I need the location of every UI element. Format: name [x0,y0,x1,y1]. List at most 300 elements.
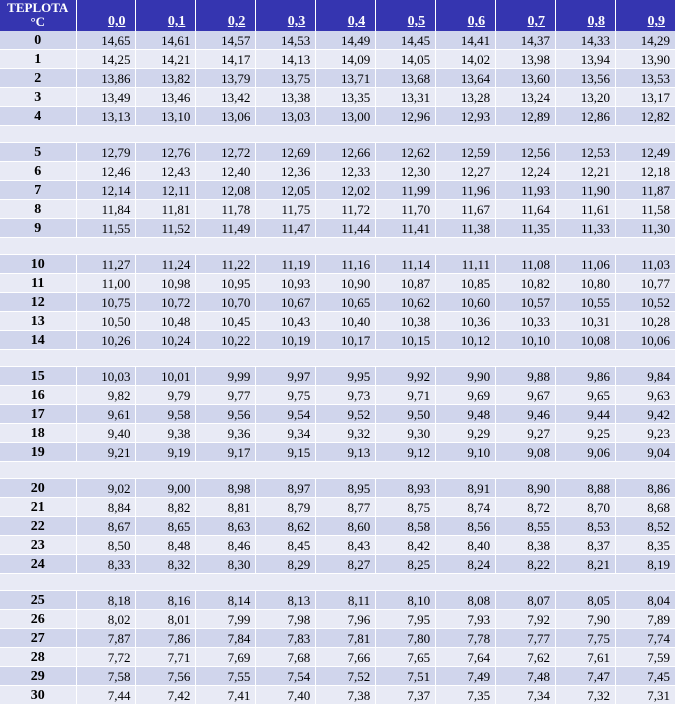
spacer-cell [0,462,676,479]
value-cell: 7,61 [556,648,616,667]
value-cell: 11,08 [496,255,556,274]
table-row [0,293,676,312]
value-cell: 8,81 [196,498,256,517]
temperature-cell: 14 [0,331,76,350]
table-row [0,517,676,536]
value-cell: 8,04 [615,591,675,610]
table-row [0,479,676,498]
value-cell: 12,08 [196,181,256,200]
value-cell: 12,96 [376,107,436,126]
temperature-cell: 26 [0,610,76,629]
value-cell: 8,84 [76,498,136,517]
value-cell: 9,29 [436,424,496,443]
temperature-cell: 30 [0,686,76,705]
value-cell: 9,06 [556,443,616,462]
value-cell: 11,14 [376,255,436,274]
value-cell: 8,18 [76,591,136,610]
temperature-cell: 17 [0,405,76,424]
temperature-cell: 27 [0,629,76,648]
column-header-label: 0,8 [587,14,605,29]
value-cell: 7,58 [76,667,136,686]
value-cell: 11,47 [256,219,316,238]
value-cell: 13,24 [496,88,556,107]
value-cell: 8,25 [376,555,436,574]
value-cell: 7,68 [256,648,316,667]
table-row [0,405,676,424]
value-cell: 7,87 [76,629,136,648]
value-cell: 11,22 [196,255,256,274]
value-cell: 13,06 [196,107,256,126]
value-cell: 11,78 [196,200,256,219]
table-row [0,591,676,610]
value-cell: 10,43 [256,312,316,331]
value-cell: 10,60 [436,293,496,312]
value-cell: 14,02 [436,50,496,69]
value-cell: 7,77 [496,629,556,648]
value-cell: 9,77 [196,386,256,405]
value-cell: 7,96 [316,610,376,629]
value-cell: 14,13 [256,50,316,69]
value-cell: 9,36 [196,424,256,443]
value-cell: 11,61 [556,200,616,219]
value-cell: 10,75 [76,293,136,312]
value-cell: 13,46 [136,88,196,107]
value-cell: 9,56 [196,405,256,424]
value-cell: 12,59 [436,143,496,162]
value-cell: 9,86 [556,367,616,386]
value-cell: 9,82 [76,386,136,405]
value-cell: 7,40 [256,686,316,705]
value-cell: 7,59 [615,648,675,667]
value-cell: 12,53 [556,143,616,162]
value-cell: 8,19 [615,555,675,574]
value-cell: 13,68 [376,69,436,88]
value-cell: 11,67 [436,200,496,219]
temperature-cell: 21 [0,498,76,517]
value-cell: 14,61 [136,31,196,50]
value-cell: 7,55 [196,667,256,686]
value-cell: 7,84 [196,629,256,648]
value-cell: 7,37 [376,686,436,705]
value-cell: 13,60 [496,69,556,88]
value-cell: 8,14 [196,591,256,610]
temperature-cell: 6 [0,162,76,181]
value-cell: 8,79 [256,498,316,517]
value-cell: 9,97 [256,367,316,386]
value-cell: 8,50 [76,536,136,555]
temperature-cell: 15 [0,367,76,386]
value-cell: 7,74 [615,629,675,648]
value-cell: 10,87 [376,274,436,293]
value-cell: 13,42 [196,88,256,107]
value-cell: 9,08 [496,443,556,462]
table-row [0,50,676,69]
value-cell: 12,11 [136,181,196,200]
value-cell: 8,56 [436,517,496,536]
value-cell: 7,81 [316,629,376,648]
value-cell: 14,53 [256,31,316,50]
value-cell: 7,52 [316,667,376,686]
value-cell: 12,40 [196,162,256,181]
value-cell: 10,33 [496,312,556,331]
value-cell: 10,15 [376,331,436,350]
value-cell: 12,69 [256,143,316,162]
value-cell: 9,02 [76,479,136,498]
table-row [0,648,676,667]
temperature-cell: 2 [0,69,76,88]
value-cell: 9,61 [76,405,136,424]
value-cell: 8,43 [316,536,376,555]
value-cell: 13,56 [556,69,616,88]
value-cell: 7,98 [256,610,316,629]
value-cell: 13,98 [496,50,556,69]
value-cell: 9,48 [436,405,496,424]
table-row [0,498,676,517]
spacer-row [0,350,676,367]
value-cell: 8,21 [556,555,616,574]
value-cell: 10,26 [76,331,136,350]
value-cell: 11,35 [496,219,556,238]
temperature-cell: 4 [0,107,76,126]
value-cell: 12,21 [556,162,616,181]
value-cell: 11,33 [556,219,616,238]
value-cell: 10,70 [196,293,256,312]
value-cell: 8,46 [196,536,256,555]
value-cell: 9,44 [556,405,616,424]
value-cell: 10,55 [556,293,616,312]
value-cell: 9,71 [376,386,436,405]
value-cell: 12,82 [615,107,675,126]
value-cell: 8,90 [496,479,556,498]
column-header-label: 0,1 [167,14,186,29]
value-cell: 7,89 [615,610,675,629]
value-cell: 8,55 [496,517,556,536]
value-cell: 13,38 [256,88,316,107]
value-cell: 9,79 [136,386,196,405]
value-cell: 7,35 [436,686,496,705]
value-cell: 8,22 [496,555,556,574]
value-cell: 7,49 [436,667,496,686]
value-cell: 12,56 [496,143,556,162]
table-row [0,69,676,88]
value-cell: 13,13 [76,107,136,126]
value-cell: 9,40 [76,424,136,443]
value-cell: 8,02 [76,610,136,629]
column-header [196,0,256,31]
column-header [436,0,496,31]
value-cell: 10,01 [136,367,196,386]
value-cell: 10,77 [615,274,675,293]
value-cell: 13,20 [556,88,616,107]
value-cell: 8,01 [136,610,196,629]
temperature-header-unit: °C [30,14,46,29]
value-cell: 10,67 [256,293,316,312]
value-cell: 8,97 [256,479,316,498]
value-cell: 11,84 [76,200,136,219]
value-cell: 9,15 [256,443,316,462]
value-cell: 14,25 [76,50,136,69]
value-cell: 13,49 [76,88,136,107]
value-cell: 9,90 [436,367,496,386]
value-cell: 11,30 [615,219,675,238]
value-cell: 10,28 [615,312,675,331]
temperature-cell: 23 [0,536,76,555]
value-cell: 8,60 [316,517,376,536]
value-cell: 7,31 [615,686,675,705]
value-cell: 12,66 [316,143,376,162]
value-cell: 14,65 [76,31,136,50]
value-cell: 7,42 [136,686,196,705]
value-cell: 12,86 [556,107,616,126]
value-cell: 9,88 [496,367,556,386]
temperature-cell: 9 [0,219,76,238]
value-cell: 11,70 [376,200,436,219]
value-cell: 8,86 [615,479,675,498]
value-cell: 11,03 [615,255,675,274]
value-cell: 14,21 [136,50,196,69]
value-cell: 9,12 [376,443,436,462]
spacer-cell [0,350,676,367]
value-cell: 12,76 [136,143,196,162]
temperature-cell: 10 [0,255,76,274]
value-cell: 11,27 [76,255,136,274]
column-header-label: 0,9 [647,14,665,29]
value-cell: 14,17 [196,50,256,69]
value-cell: 13,94 [556,50,616,69]
value-cell: 9,21 [76,443,136,462]
value-cell: 8,75 [376,498,436,517]
temperature-cell: 1 [0,50,76,69]
value-cell: 9,69 [436,386,496,405]
value-cell: 8,70 [556,498,616,517]
value-cell: 9,63 [615,386,675,405]
value-cell: 13,17 [615,88,675,107]
value-cell: 9,42 [615,405,675,424]
value-cell: 11,72 [316,200,376,219]
value-cell: 7,66 [316,648,376,667]
temperature-cell: 3 [0,88,76,107]
temperature-cell: 28 [0,648,76,667]
temperature-cell: 5 [0,143,76,162]
value-cell: 12,27 [436,162,496,181]
table-row [0,107,676,126]
temperature-cell: 0 [0,31,76,50]
value-cell: 13,03 [256,107,316,126]
value-cell: 8,65 [136,517,196,536]
value-cell: 7,72 [76,648,136,667]
value-cell: 12,46 [76,162,136,181]
value-cell: 13,10 [136,107,196,126]
table-row [0,162,676,181]
value-cell: 8,29 [256,555,316,574]
value-cell: 13,90 [615,50,675,69]
value-cell: 7,75 [556,629,616,648]
value-cell: 7,71 [136,648,196,667]
value-cell: 12,02 [316,181,376,200]
value-cell: 7,65 [376,648,436,667]
temperature-cell: 12 [0,293,76,312]
temperature-cell: 8 [0,200,76,219]
value-cell: 9,99 [196,367,256,386]
value-cell: 8,58 [376,517,436,536]
value-cell: 7,45 [615,667,675,686]
column-header [76,0,136,31]
value-cell: 8,62 [256,517,316,536]
value-cell: 7,34 [496,686,556,705]
value-cell: 9,67 [496,386,556,405]
value-cell: 14,33 [556,31,616,50]
value-cell: 10,31 [556,312,616,331]
value-cell: 8,68 [615,498,675,517]
value-cell: 7,44 [76,686,136,705]
table-row [0,88,676,107]
table-row [0,143,676,162]
temperature-cell: 13 [0,312,76,331]
value-cell: 8,37 [556,536,616,555]
value-cell: 12,30 [376,162,436,181]
value-cell: 14,45 [376,31,436,50]
value-cell: 10,06 [615,331,675,350]
table-row [0,536,676,555]
column-header-label: 0,7 [527,14,545,29]
value-cell: 13,35 [316,88,376,107]
header-row [0,0,676,31]
value-cell: 8,16 [136,591,196,610]
value-cell: 11,90 [556,181,616,200]
value-cell: 13,82 [136,69,196,88]
value-cell: 14,37 [496,31,556,50]
value-cell: 10,45 [196,312,256,331]
value-cell: 11,96 [436,181,496,200]
value-cell: 7,80 [376,629,436,648]
value-cell: 9,73 [316,386,376,405]
value-cell: 7,78 [436,629,496,648]
value-cell: 9,17 [196,443,256,462]
value-cell: 8,77 [316,498,376,517]
table-row [0,312,676,331]
value-cell: 9,38 [136,424,196,443]
value-cell: 11,41 [376,219,436,238]
table-row [0,629,676,648]
value-cell: 7,64 [436,648,496,667]
value-cell: 10,36 [436,312,496,331]
value-cell: 7,48 [496,667,556,686]
value-cell: 9,92 [376,367,436,386]
value-cell: 12,05 [256,181,316,200]
value-cell: 10,95 [196,274,256,293]
value-cell: 10,72 [136,293,196,312]
value-cell: 10,57 [496,293,556,312]
value-cell: 11,38 [436,219,496,238]
value-cell: 9,84 [615,367,675,386]
spacer-row [0,238,676,255]
value-cell: 8,27 [316,555,376,574]
value-cell: 7,92 [496,610,556,629]
value-cell: 10,24 [136,331,196,350]
value-cell: 10,98 [136,274,196,293]
table-row [0,181,676,200]
table-row [0,274,676,293]
value-cell: 12,33 [316,162,376,181]
column-header [136,0,196,31]
value-cell: 10,38 [376,312,436,331]
value-cell: 7,51 [376,667,436,686]
value-cell: 13,75 [256,69,316,88]
value-cell: 11,81 [136,200,196,219]
value-cell: 11,58 [615,200,675,219]
temperature-cell: 7 [0,181,76,200]
value-cell: 9,52 [316,405,376,424]
value-cell: 8,98 [196,479,256,498]
value-cell: 12,72 [196,143,256,162]
value-cell: 14,57 [196,31,256,50]
value-cell: 9,34 [256,424,316,443]
temperature-cell: 11 [0,274,76,293]
value-cell: 7,47 [556,667,616,686]
value-cell: 10,17 [316,331,376,350]
value-cell: 10,82 [496,274,556,293]
value-cell: 9,23 [615,424,675,443]
value-cell: 7,95 [376,610,436,629]
column-header [316,0,376,31]
value-cell: 8,88 [556,479,616,498]
value-cell: 9,30 [376,424,436,443]
table-row [0,386,676,405]
column-header-label: 0,3 [287,14,306,29]
value-cell: 13,53 [615,69,675,88]
value-cell: 12,18 [615,162,675,181]
value-cell: 10,48 [136,312,196,331]
value-cell: 10,50 [76,312,136,331]
value-cell: 9,95 [316,367,376,386]
value-cell: 10,10 [496,331,556,350]
value-cell: 10,65 [316,293,376,312]
value-cell: 13,31 [376,88,436,107]
table-row [0,667,676,686]
table-row [0,424,676,443]
value-cell: 12,89 [496,107,556,126]
column-header-label: 0,2 [227,14,246,29]
column-header [376,0,436,31]
value-cell: 8,08 [436,591,496,610]
table-row [0,200,676,219]
value-cell: 8,24 [436,555,496,574]
temperature-cell: 20 [0,479,76,498]
temperature-header [0,0,76,31]
table-row [0,555,676,574]
value-cell: 8,82 [136,498,196,517]
value-cell: 11,75 [256,200,316,219]
value-cell: 9,10 [436,443,496,462]
temperature-cell: 24 [0,555,76,574]
value-cell: 9,75 [256,386,316,405]
value-cell: 9,27 [496,424,556,443]
value-cell: 9,13 [316,443,376,462]
value-cell: 10,08 [556,331,616,350]
value-cell: 11,55 [76,219,136,238]
value-cell: 12,36 [256,162,316,181]
value-cell: 7,93 [436,610,496,629]
value-cell: 8,63 [196,517,256,536]
value-cell: 8,33 [76,555,136,574]
value-cell: 13,86 [76,69,136,88]
value-cell: 8,38 [496,536,556,555]
column-header-label: 0,6 [467,14,486,29]
value-cell: 9,04 [615,443,675,462]
value-cell: 10,90 [316,274,376,293]
value-cell: 8,07 [496,591,556,610]
value-cell: 8,35 [615,536,675,555]
